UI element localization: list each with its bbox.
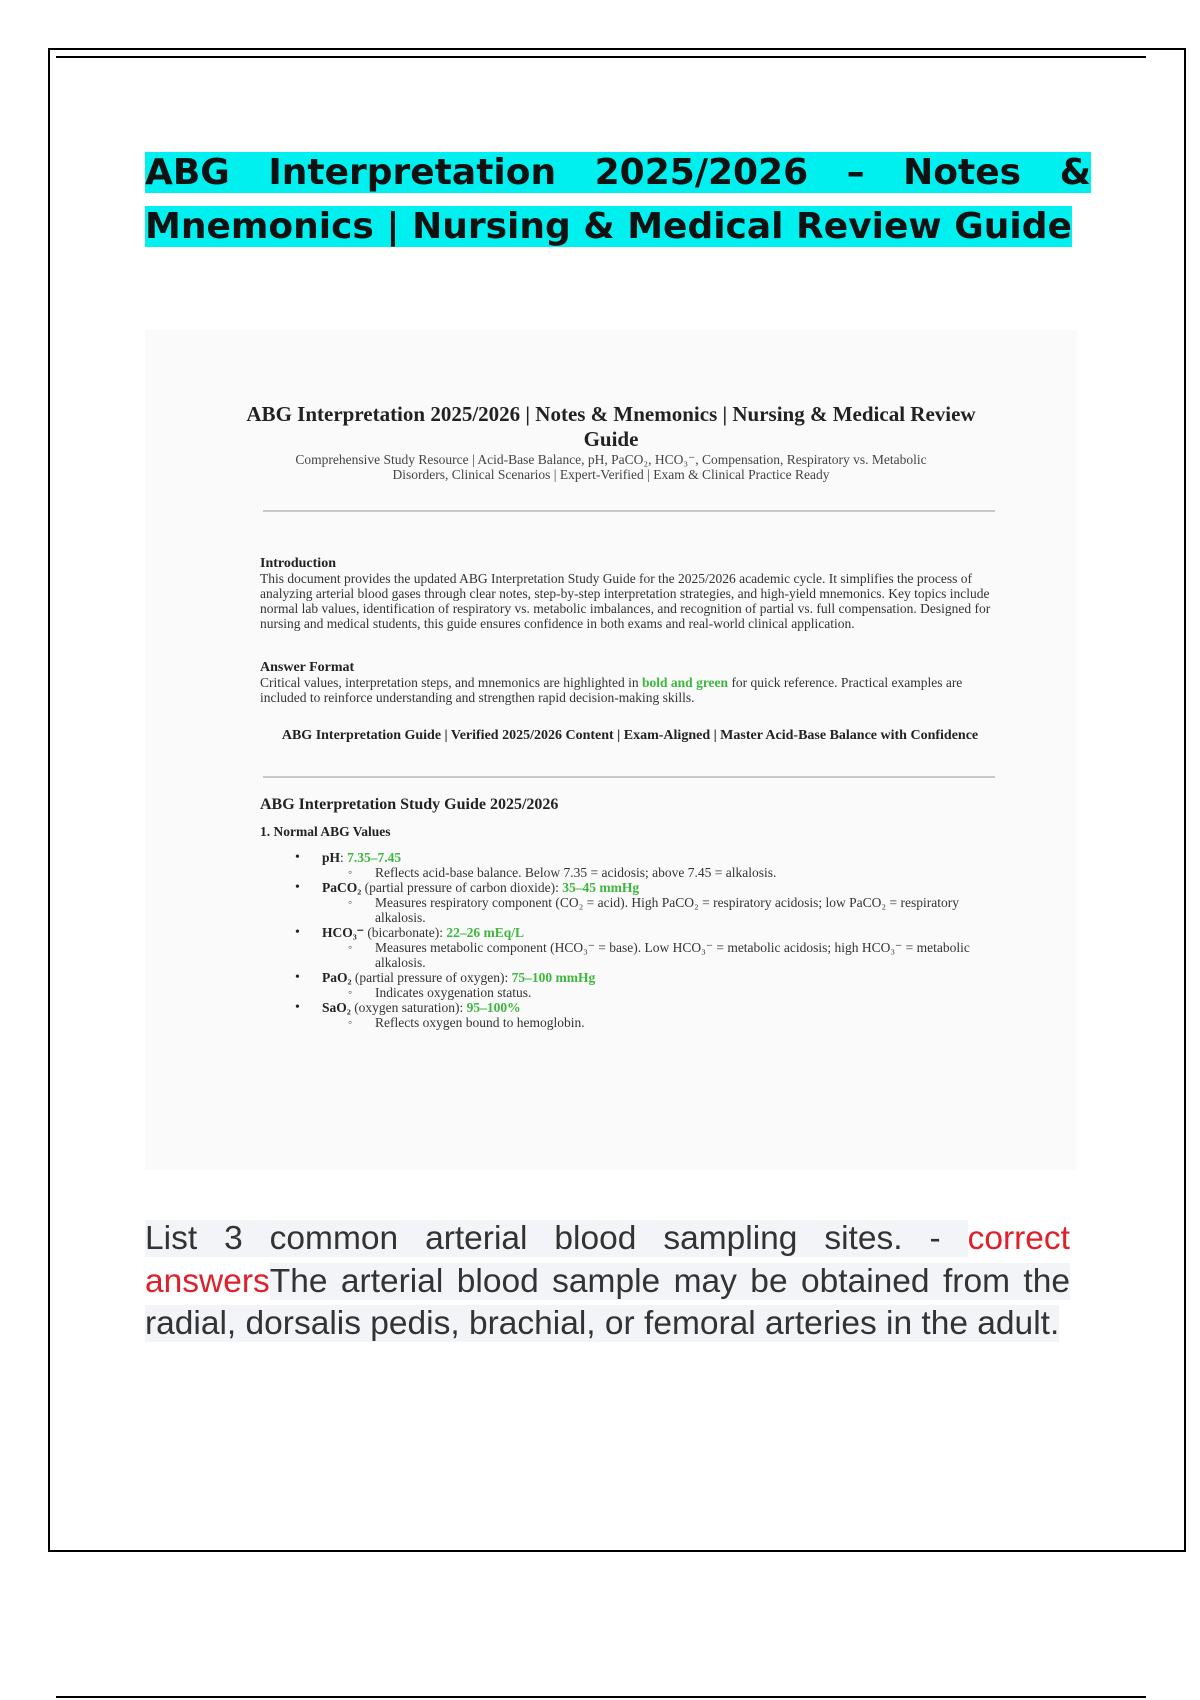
preview-introduction (260, 556, 1005, 631)
value-note: ◦ Measures metabolic component (HCO₃⁻ = base). Low HCO₃⁻ = metabolic acidosis; high HCO₃⁻ = metabolic alkalosis. (318, 940, 1005, 970)
format-highlight: bold and green (642, 675, 729, 690)
value-range: 35–45 mmHg (562, 880, 640, 895)
list-item (265, 970, 1005, 1000)
value-note: ◦ Measures respiratory component (CO₂ = acid). High PaCO₂ = respiratory acidosis; low PaCO₂ = respiratory alkalosis. (318, 895, 1005, 925)
value-desc: (bicarbonate): (363, 925, 447, 940)
format-text-before: Critical values, interpretation steps, and mnemonics are highlighted in (260, 675, 643, 690)
value-desc: (partial pressure of oxygen): (351, 970, 512, 985)
value-range: 95–100% (466, 1000, 521, 1015)
study-guide-title: ABG Interpretation Study Guide 2025/2026 (260, 796, 559, 813)
top-rule (56, 56, 1146, 58)
value-note: ◦ Reflects acid-base balance. Below 7.35 = acidosis; above 7.45 = alkalosis. (318, 865, 1005, 880)
format-heading: Answer Format (260, 660, 355, 675)
value-note: ◦ Indicates oxygenation status. (318, 985, 1005, 1000)
value-range: 75–100 mmHg (511, 970, 596, 985)
intro-text: This document provides the updated ABG Interpretation Study Guide for the 2025/2026 academic cycle. It simplifies the process of analyzing arterial blood gases through clear notes, step-by-step interpretation strategies, and high-yield mnemonics. Key topics include normal lab values, identification of respiratory vs. metabolic imbalances, and recognition of partial vs. full compensation. Designed for nursing and medical students, this guide ensures confidence in both exams and real-world clinical application. (260, 571, 991, 631)
document-preview-image (145, 330, 1077, 1170)
value-desc: (oxygen saturation): (350, 1000, 467, 1015)
bottom-rule (56, 1696, 1146, 1698)
value-range: 7.35–7.45 (347, 850, 402, 865)
title-highlight: ABG Interpretation 2025/2026 – Notes & Mnemonics | Nursing & Medical Review Guide (145, 152, 1091, 247)
value-term: pH (322, 850, 341, 865)
preview-divider (263, 776, 995, 778)
value-note: ◦ Reflects oxygen bound to hemoglobin. (318, 1015, 1005, 1030)
format-text-after: for quick reference. Practical examples are included to reinforce understanding and strengthen rapid decision-making skills. (260, 675, 963, 705)
document-title (145, 146, 1091, 254)
question-answer (145, 1218, 1070, 1346)
list-item (265, 1000, 1005, 1030)
preview-title: ABG Interpretation 2025/2026 | Notes & Mnemonics | Nursing & Medical Review Guide (246, 402, 976, 451)
preview-answer-format (260, 660, 1005, 705)
intro-heading: Introduction (260, 556, 336, 571)
value-desc: (partial pressure of carbon dioxide): (361, 880, 563, 895)
answer-text: The arterial blood sample may be obtained from the radial, dorsalis pedis, brachial, or femoral arteries in the adult. (145, 1262, 1070, 1342)
section-title: 1. Normal ABG Values (260, 824, 391, 839)
preview-tagline: ABG Interpretation Guide | Verified 2025/2026 Content | Exam-Aligned | Master Acid-Base Balance with Confidence (281, 728, 979, 743)
normal-values-list (265, 850, 1005, 1030)
value-term: SaO₂ (322, 1000, 351, 1015)
list-item (265, 925, 1005, 970)
value-range: 22–26 mEq/L (446, 925, 525, 940)
value-term: PaO₂ (322, 970, 352, 985)
preview-subtitle: Comprehensive Study Resource | Acid-Base Balance, pH, PaCO₂, HCO₃⁻, Compensation, Respiratory vs. Metabolic Disorders, Clinical Scenarios | Expert-Verified | Exam & Clinical Practice Ready (295, 452, 927, 482)
list-item (265, 880, 1005, 925)
value-desc: : (340, 850, 348, 865)
list-item (265, 850, 1005, 880)
answer-label: correct answers (145, 1220, 1070, 1300)
question-text: List 3 common arterial blood sampling sites. - (145, 1220, 968, 1257)
value-term: HCO₃⁻ (322, 925, 364, 940)
preview-divider (263, 510, 995, 512)
value-term: PaCO₂ (322, 880, 362, 895)
